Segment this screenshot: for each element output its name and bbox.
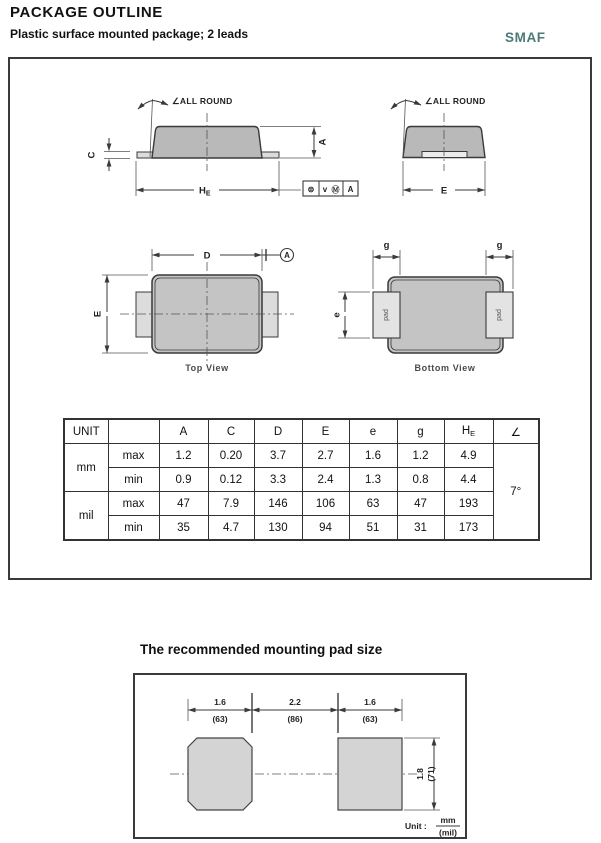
col-header-g: g — [397, 419, 444, 444]
cell-mil-min-he: 173 — [444, 516, 493, 541]
dim-label-a: A — [317, 138, 329, 146]
unit-denominator: (mil) — [439, 827, 457, 838]
dimension-table — [63, 418, 540, 541]
cell-mm-min-e: 2.4 — [302, 468, 349, 492]
col-header-unit: UNIT — [64, 419, 108, 444]
dim-right-mil: (63) — [362, 714, 378, 724]
unit-mil: mil — [64, 492, 108, 541]
dim-label-g-right: g — [496, 240, 503, 251]
mounting-pad-left — [188, 738, 252, 810]
dim-height-mm: 1.8 — [415, 768, 425, 780]
cell-mm-min-he: 4.4 — [444, 468, 493, 492]
fcf-symbol: ⊜ — [307, 185, 315, 194]
page-title: PACKAGE OUTLINE — [10, 4, 163, 21]
table-row-mm-max — [64, 444, 539, 468]
end-view-drawing — [391, 96, 486, 197]
datum-a-label: A — [284, 251, 290, 260]
all-round-label: ∠ALL ROUND — [172, 96, 233, 106]
all-round-label: ∠ALL ROUND — [425, 96, 486, 106]
unit-numerator: mm — [440, 815, 456, 825]
table-row-mil-min — [64, 516, 539, 541]
dim-height-mil: (71) — [426, 766, 436, 782]
dim-right-mm: 1.6 — [364, 697, 376, 707]
lead-under — [422, 152, 467, 158]
dim-label-e-pad: e — [331, 312, 343, 318]
label-min: min — [108, 468, 159, 492]
col-header-a: A — [159, 419, 208, 444]
mounting-pad-drawing — [133, 673, 467, 839]
cell-mil-max-g: 47 — [397, 492, 444, 516]
unit-label: Unit : — [405, 821, 427, 831]
cell-mm-max-e: 2.7 — [302, 444, 349, 468]
table-header-row — [64, 419, 539, 444]
col-header-e: E — [302, 419, 349, 444]
front-view-drawing — [87, 96, 359, 198]
cell-mil-min-e2: 51 — [349, 516, 397, 541]
cell-mil-max-e2: 63 — [349, 492, 397, 516]
datum-a — [262, 249, 294, 262]
unit-mm: mm — [64, 444, 108, 492]
top-view-caption: Top View — [185, 363, 229, 373]
label-max: max — [108, 492, 159, 516]
fcf-tolerance: v — [322, 185, 328, 194]
cell-mil-max-he: 193 — [444, 492, 493, 516]
bottom-view-caption: Bottom View — [414, 363, 476, 373]
cell-angle: 7° — [493, 444, 539, 541]
dim-left-mm: 1.6 — [214, 697, 226, 707]
bottom-view-drawing — [332, 240, 514, 373]
top-view-drawing — [93, 249, 295, 374]
cell-mm-max-g: 1.2 — [397, 444, 444, 468]
cell-mil-min-e: 94 — [302, 516, 349, 541]
cell-mil-min-g: 31 — [397, 516, 444, 541]
table-row-mm-min — [64, 468, 539, 492]
dim-label-e: E — [92, 310, 104, 318]
cell-mm-min-e2: 1.3 — [349, 468, 397, 492]
cell-mm-min-a: 0.9 — [159, 468, 208, 492]
col-header-e2: e — [349, 419, 397, 444]
page-subtitle: Plastic surface mounted package; 2 leads — [10, 27, 249, 41]
pad-right-label: pad — [496, 309, 503, 321]
cell-mil-min-c: 4.7 — [208, 516, 254, 541]
col-header-blank — [108, 419, 159, 444]
mounting-pad-right — [338, 738, 402, 810]
dim-label-c: C — [86, 151, 98, 159]
col-header-angle: ∠ — [493, 419, 539, 444]
cell-mm-min-d: 3.3 — [254, 468, 302, 492]
dim-label-e: E — [440, 185, 448, 197]
fcf-datum: A — [347, 185, 354, 194]
pad-left-label: pad — [383, 309, 390, 321]
dim-center-mm: 2.2 — [289, 697, 301, 707]
cell-mm-min-g: 0.8 — [397, 468, 444, 492]
col-header-d: D — [254, 419, 302, 444]
label-max: max — [108, 444, 159, 468]
cell-mm-max-he: 4.9 — [444, 444, 493, 468]
feature-control-frame — [303, 181, 358, 196]
col-header-he: $H_E$ — [444, 419, 493, 444]
label-min: min — [108, 516, 159, 541]
dim-label-g-left: g — [383, 240, 390, 251]
dim-label-he: $H_E$ — [199, 185, 211, 198]
package-name: SMAF — [505, 30, 546, 45]
cell-mil-max-a: 47 — [159, 492, 208, 516]
cell-mm-max-e2: 1.6 — [349, 444, 397, 468]
pad-section-title: The recommended mounting pad size — [140, 642, 383, 657]
table-row-mil-max — [64, 492, 539, 516]
fcf-modifier: Ⓜ — [331, 185, 340, 195]
dim-label-d: D — [203, 250, 211, 262]
cell-mil-max-e: 106 — [302, 492, 349, 516]
cell-mm-min-c: 0.12 — [208, 468, 254, 492]
unit-note — [405, 815, 460, 838]
dim-left-mil: (63) — [212, 714, 228, 724]
cell-mil-max-c: 7.9 — [208, 492, 254, 516]
cell-mil-min-d: 130 — [254, 516, 302, 541]
cell-mil-max-d: 146 — [254, 492, 302, 516]
col-header-c: C — [208, 419, 254, 444]
cell-mil-min-a: 35 — [159, 516, 208, 541]
cell-mm-max-d: 3.7 — [254, 444, 302, 468]
cell-mm-max-a: 1.2 — [159, 444, 208, 468]
dim-center-mil: (86) — [287, 714, 303, 724]
cell-mm-max-c: 0.20 — [208, 444, 254, 468]
